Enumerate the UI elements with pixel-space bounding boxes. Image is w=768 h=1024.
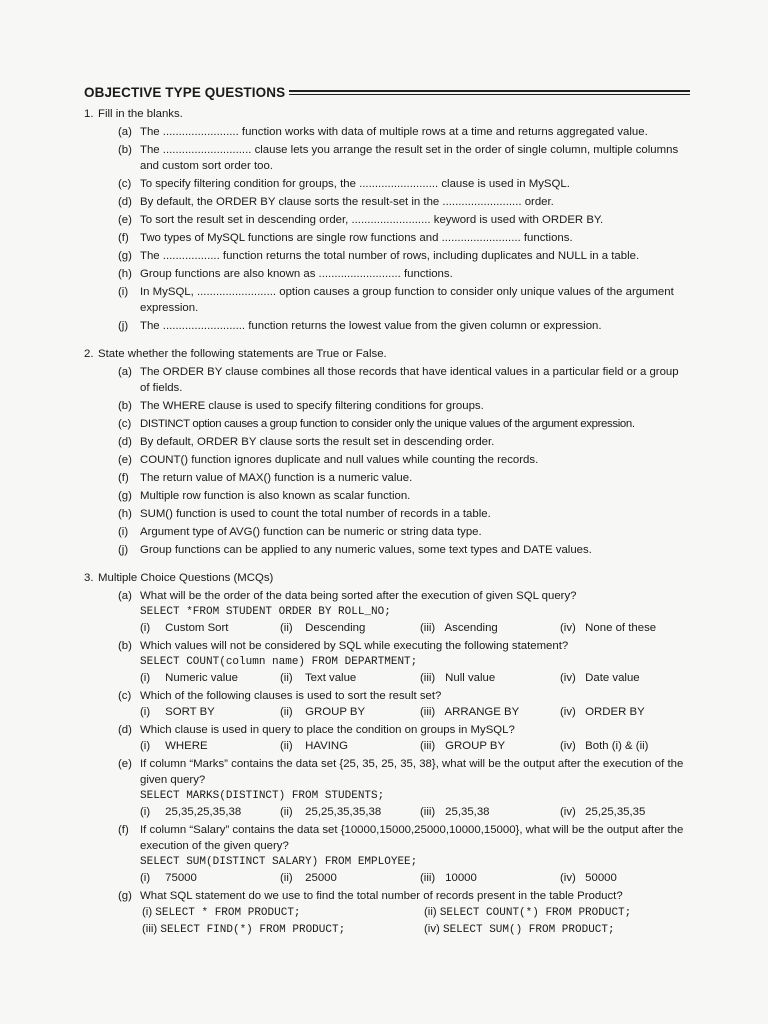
question-label: (f) (118, 232, 129, 244)
question-label: (b) (118, 400, 132, 412)
option-label: (iv) (560, 806, 576, 818)
option-label: (ii) (280, 672, 293, 684)
option-text: 50000 (585, 872, 617, 884)
options-row (140, 670, 690, 686)
option (560, 870, 617, 886)
option-text: 10000 (445, 872, 477, 884)
question-label: (e) (118, 758, 132, 770)
section-number: 3. (84, 572, 94, 584)
question-item (84, 364, 690, 396)
question-text: The .................. function returns the total number of rows, including duplicates and NULL in a table. (140, 250, 640, 262)
option-text: Numeric value (165, 672, 238, 684)
question-text: The ............................ clause lets you arrange the result set in the order of single column, multiple columns and custom sort order too. (140, 144, 679, 172)
question-label: (e) (118, 454, 132, 466)
section-heading: Multiple Choice Questions (MCQs) (98, 572, 274, 584)
option-label: (iv) (560, 706, 576, 718)
question-label: (b) (118, 144, 132, 156)
sql-code: SELECT COUNT(column name) FROM DEPARTMENT; (140, 656, 418, 668)
option (140, 620, 280, 636)
option-text: Custom Sort (165, 622, 229, 634)
question-item (84, 142, 690, 174)
option-label: (i) (140, 740, 151, 752)
option (420, 804, 560, 820)
option-label: (iv) (424, 923, 440, 935)
option-code: SELECT * FROM PRODUCT; (155, 907, 301, 919)
option-label: (ii) (280, 622, 293, 634)
option (420, 620, 560, 636)
question-item (84, 284, 690, 316)
section-title (84, 106, 690, 122)
option-label: (iv) (560, 872, 576, 884)
option-text: Null value (445, 672, 496, 684)
option-label: (i) (140, 806, 151, 818)
question-item (84, 398, 690, 414)
option (142, 921, 424, 938)
question-text: The .......................... function returns the lowest value from the given column or expression. (140, 320, 602, 332)
option (280, 804, 420, 820)
question-text: The WHERE clause is used to specify filtering conditions for groups. (140, 400, 484, 412)
spacer (84, 334, 690, 342)
question-text: Two types of MySQL functions are single row functions and ......................... functions. (140, 232, 573, 244)
question-label: (i) (118, 526, 129, 538)
option-label: (i) (142, 906, 153, 918)
question-label: (h) (118, 508, 132, 520)
option-label: (iii) (420, 806, 436, 818)
option (140, 870, 280, 886)
question-text: By default, the ORDER BY clause sorts the result-set in the ......................... order. (140, 196, 554, 208)
option (420, 738, 560, 754)
question-label: (c) (118, 418, 132, 430)
option (560, 804, 645, 820)
option (140, 804, 280, 820)
option-label: (iii) (142, 923, 158, 935)
option-label: (ii) (280, 740, 293, 752)
question-text: To sort the result set in descending order, ......................... keyword is used with ORDER BY. (140, 214, 604, 226)
option (140, 704, 280, 720)
question-item (84, 212, 690, 228)
question-item (84, 230, 690, 246)
question-text: What will be the order of the data being sorted after the execution of given SQL query? (140, 590, 577, 602)
question-text: Which clause is used in query to place the condition on groups in MySQL? (140, 724, 515, 736)
option (424, 921, 654, 938)
question-label: (g) (118, 490, 132, 502)
question-label: (d) (118, 724, 132, 736)
mcq-item (84, 588, 690, 636)
option (420, 870, 560, 886)
question-text: Which values will not be considered by SQL while executing the following statement? (140, 640, 569, 652)
question-item (84, 542, 690, 558)
question-text: To specify filtering condition for groups, the ......................... clause is used in MySQL. (140, 178, 570, 190)
options-row (140, 870, 690, 886)
question-item (84, 124, 690, 140)
question-text: Group functions are also known as .......................... functions. (140, 268, 453, 280)
question-text: DISTINCT option causes a group function to consider only the unique values of the argument expression. (140, 418, 635, 430)
question-label: (g) (118, 250, 132, 262)
option-code: SELECT COUNT(*) FROM PRODUCT; (439, 907, 632, 919)
question-item (84, 488, 690, 504)
option (560, 704, 645, 720)
sql-code: SELECT SUM(DISTINCT SALARY) FROM EMPLOYEE; (140, 856, 418, 868)
option (280, 738, 420, 754)
question-item (84, 524, 690, 540)
mcq-item (84, 888, 690, 938)
question-label: (i) (118, 286, 129, 298)
option (280, 620, 420, 636)
question-item (84, 452, 690, 468)
option-label: (iii) (420, 740, 436, 752)
option-text: Descending (305, 622, 366, 634)
section-heading: State whether the following statements are True or False. (98, 348, 387, 360)
header-rule (289, 90, 690, 95)
question-text: Argument type of AVG() function can be numeric or string data type. (140, 526, 482, 538)
option-text: HAVING (305, 740, 348, 752)
question-text: The ORDER BY clause combines all those records that have identical values in a particular field or a group of fields. (140, 366, 679, 394)
question-label: (f) (118, 824, 129, 836)
question-item (84, 506, 690, 522)
option (424, 904, 654, 921)
question-item (84, 248, 690, 264)
option-text: ARRANGE BY (444, 706, 520, 718)
option-text: SORT BY (165, 706, 215, 718)
option-text: GROUP BY (305, 706, 366, 718)
question-item (84, 318, 690, 334)
question-item (84, 266, 690, 282)
question-text: If column “Marks” contains the data set {25, 35, 25, 35, 38}, what will be the output after the execution of the given query? (140, 758, 684, 786)
option-text: None of these (585, 622, 657, 634)
question-label: (a) (118, 590, 132, 602)
question-label: (h) (118, 268, 132, 280)
section-fill-blanks (84, 106, 690, 334)
question-text: Multiple row function is also known as scalar function. (140, 490, 411, 502)
document-page (84, 82, 690, 938)
option-text: 75000 (165, 872, 197, 884)
options-row (140, 804, 690, 820)
section-title (84, 346, 690, 362)
option (420, 670, 560, 686)
question-label: (c) (118, 690, 132, 702)
option-label: (iv) (560, 672, 576, 684)
question-text: Group functions can be applied to any numeric values, some text types and DATE values. (140, 544, 592, 556)
sql-code: SELECT MARKS(DISTINCT) FROM STUDENTS; (140, 790, 385, 802)
option (280, 670, 420, 686)
question-item (84, 470, 690, 486)
option-code: SELECT SUM() FROM PRODUCT; (442, 924, 615, 936)
option (560, 738, 648, 754)
question-label: (g) (118, 890, 132, 902)
sql-code: SELECT *FROM STUDENT ORDER BY ROLL_NO; (140, 606, 391, 618)
question-text: In MySQL, ......................... option causes a group function to consider only unique values of the argument expression. (140, 286, 674, 314)
question-label: (d) (118, 196, 132, 208)
option (560, 620, 656, 636)
option-label: (i) (140, 706, 151, 718)
section-heading: Fill in the blanks. (98, 108, 183, 120)
option-label: (iii) (420, 672, 436, 684)
option-label: (iii) (420, 706, 436, 718)
question-label: (b) (118, 640, 132, 652)
mcq-item (84, 722, 690, 754)
section-mcq (84, 570, 690, 938)
question-text: What SQL statement do we use to find the total number of records present in the table Product? (140, 890, 623, 902)
spacer (84, 558, 690, 566)
option-text: ORDER BY (585, 706, 645, 718)
option-text: 25000 (305, 872, 337, 884)
question-label: (j) (118, 544, 129, 556)
question-text: COUNT() function ignores duplicate and null values while counting the records. (140, 454, 539, 466)
question-item (84, 434, 690, 450)
option (140, 738, 280, 754)
mcq-item (84, 688, 690, 720)
option-text: Both (i) & (ii) (585, 740, 649, 752)
options-row (140, 704, 690, 720)
option-label: (ii) (280, 806, 293, 818)
question-label: (d) (118, 436, 132, 448)
option (142, 904, 424, 921)
option-text: 25,25,35,35 (585, 806, 646, 818)
option-label: (ii) (280, 872, 293, 884)
question-label: (e) (118, 214, 132, 226)
question-item (84, 194, 690, 210)
option-label: (iv) (560, 740, 576, 752)
option-text: Ascending (444, 622, 498, 634)
page-title: OBJECTIVE TYPE QUESTIONS (84, 84, 286, 100)
option (560, 670, 640, 686)
question-item (84, 416, 690, 432)
mcq-item (84, 756, 690, 820)
code-options-grid (140, 904, 690, 938)
option-label: (iv) (560, 622, 576, 634)
question-label: (f) (118, 472, 129, 484)
option-label: (i) (140, 872, 151, 884)
question-text: Which of the following clauses is used to sort the result set? (140, 690, 442, 702)
question-label: (a) (118, 126, 132, 138)
section-title (84, 570, 690, 586)
question-label: (j) (118, 320, 129, 332)
question-item (84, 176, 690, 192)
section-true-false (84, 346, 690, 558)
option-label: (ii) (280, 706, 293, 718)
question-text: If column “Salary” contains the data set {10000,15000,25000,10000,15000}, what will be the output after the execution of the given query? (140, 824, 684, 852)
option (280, 870, 420, 886)
question-text: The ........................ function works with data of multiple rows at a time and returns aggregated value. (140, 126, 648, 138)
option-text: Text value (304, 672, 357, 684)
option-label: (i) (140, 672, 151, 684)
question-text: By default, ORDER BY clause sorts the result set in descending order. (140, 436, 495, 448)
question-label: (c) (118, 178, 132, 190)
option-text: 25,25,35,35,38 (305, 806, 382, 818)
option-text: WHERE (165, 740, 208, 752)
question-text: The return value of MAX() function is a numeric value. (140, 472, 413, 484)
option-text: Date value (585, 672, 640, 684)
option-label: (ii) (424, 906, 437, 918)
section-header (84, 82, 690, 102)
option (140, 670, 280, 686)
option-label: (i) (140, 622, 151, 634)
option (420, 704, 560, 720)
option-label: (iii) (420, 622, 436, 634)
mcq-item (84, 822, 690, 886)
option-code: SELECT FIND(*) FROM PRODUCT; (160, 924, 346, 936)
mcq-item (84, 638, 690, 686)
options-row (140, 738, 690, 754)
option (280, 704, 420, 720)
option-label: (iii) (420, 872, 436, 884)
option-text: 25,35,25,35,38 (165, 806, 242, 818)
section-number: 1. (84, 108, 94, 120)
question-text: SUM() function is used to count the total number of records in a table. (140, 508, 491, 520)
section-number: 2. (84, 348, 94, 360)
option-text: 25,35,38 (445, 806, 490, 818)
question-label: (a) (118, 366, 132, 378)
option-text: GROUP BY (445, 740, 506, 752)
options-row (140, 620, 690, 636)
